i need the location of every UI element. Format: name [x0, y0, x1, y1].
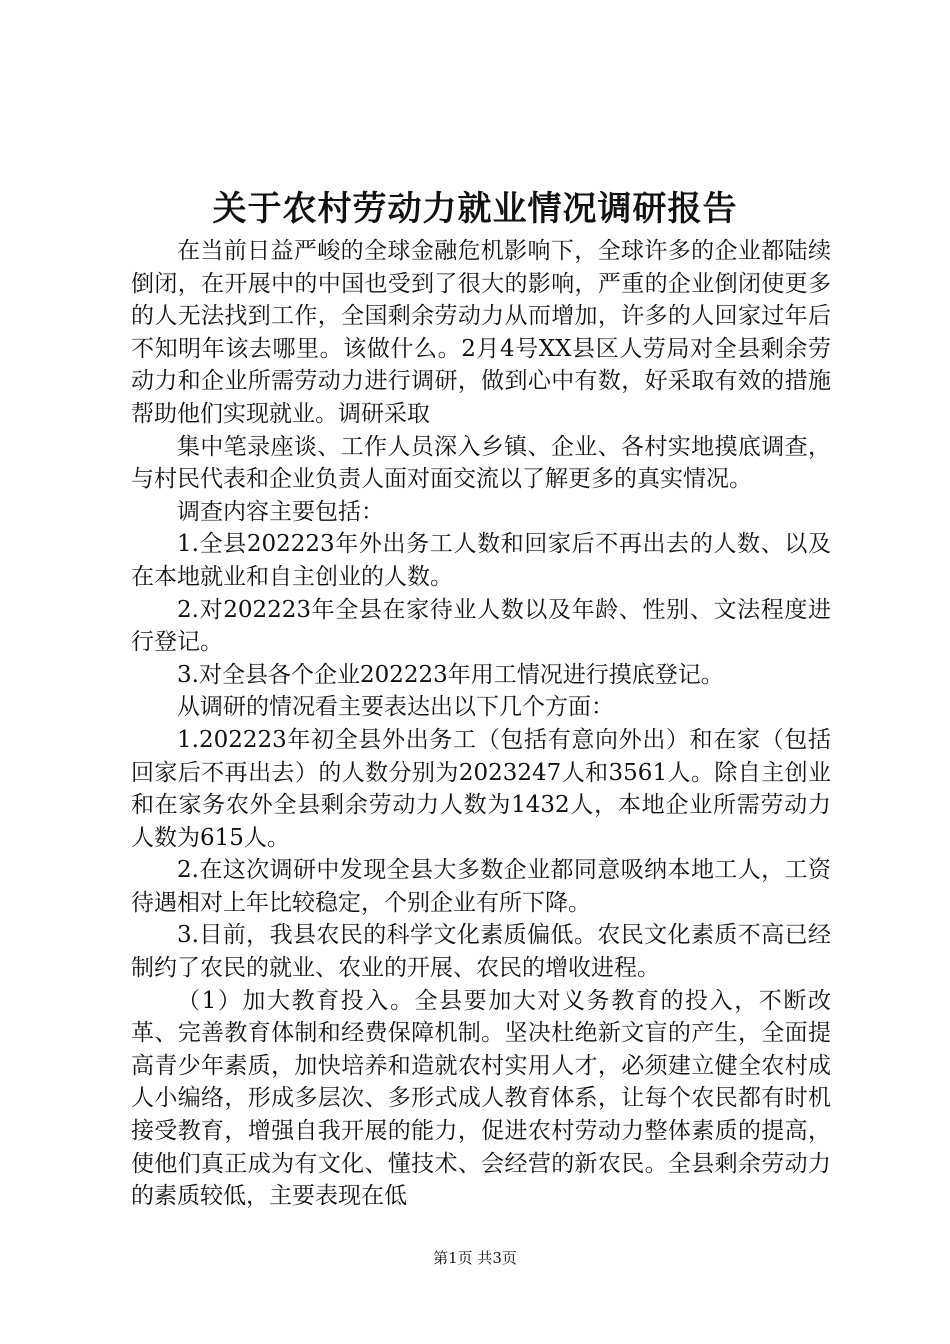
paragraph-finding-3: 3.目前，我县农民的科学文化素质偏低。农民文化素质不高已经制约了农民的就业、农业的开展、农民的增收进程。 [131, 922, 831, 982]
paragraph-finding-1: 1.202223年初全县外出务工（包括有意向外出）和在家（包括回家后不再出去）的人数分别为2023247人和3561人。除自主创业和在家务农外全县剩余劳动力人数为1432人，本地企业所需劳动力人数为615人。 [131, 726, 831, 851]
paragraph-intro: 在当前日益严峻的全球金融危机影响下，全球许多的企业都陆续倒闭，在开展中的中国也受到了很大的影响，严重的企业倒闭使更多的人无法找到工作，全国剩余劳动力从而增加，许多的人回家过年后不知明年该去哪里。该做什么。2月4号XX县区人劳局对全县剩余劳动力和企业所需劳动力进行调研，做到心中有数，好采取有效的措施帮助他们实现就业。调研采取 [131, 238, 831, 427]
paragraph-survey-item-3: 3.对全县各个企业202223年用工情况进行摸底登记。 [177, 661, 724, 688]
paragraph-survey-item-2: 2.对202223年全县在家待业人数以及年龄、性别、文法程度进行登记。 [131, 596, 831, 656]
paragraph-survey-item-1: 1.全县202223年外出务工人数和回家后不再出去的人数、以及在本地就业和自主创业的人数。 [131, 531, 831, 590]
paragraph-survey-heading: 调查内容主要包括： [177, 498, 384, 525]
document-title: 关于农村劳动力就业情况调研报告 [212, 189, 738, 229]
paragraph-finding-2: 2.在这次调研中发现全县大多数企业都同意吸纳本地工人，工资待遇相对上年比较稳定，个别企业有所下降。 [131, 857, 831, 916]
document-body [131, 235, 831, 1213]
paragraph-measure-1: （1）加大教育投入。全县要加大对义务教育的投入，不断改革、完善教育体制和经费保障机制。坚决杜绝新文盲的产生，全面提高青少年素质，加快培养和造就农村实用人才，必须建立健全农村成人小编络，形成多层次、多形式成人教育体系，让每个农民都有时机接受教育，增强自我开展的能力，促进农村劳动力整体素质的提高，使他们真正成为有文化、懂技术、会经营的新农民。全县剩余劳动力的素质较低，主要表现在低 [131, 987, 831, 1210]
paragraph-findings-heading: 从调研的情况看主要表达出以下几个方面： [177, 694, 614, 721]
paragraph-method: 集中笔录座谈、工作人员深入乡镇、企业、各村实地摸底调查，与村民代表和企业负责人面对面交流以了解更多的真实情况。 [131, 433, 831, 493]
page-footer: 第1页 共3页 [433, 1249, 517, 1267]
